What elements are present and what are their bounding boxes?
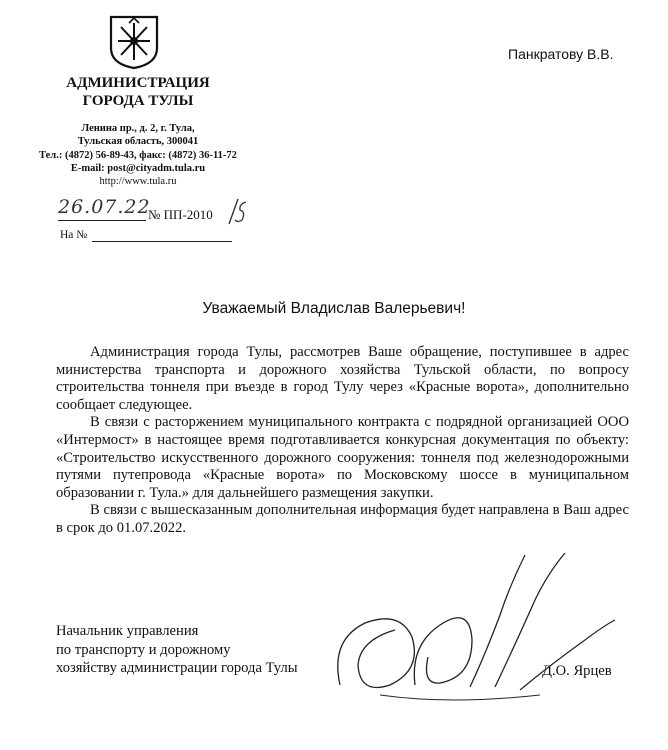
handwritten-number-suffix — [226, 196, 248, 226]
date-underline — [58, 220, 146, 221]
org-name-line2: ГОРОДА ТУЛЫ — [82, 93, 194, 109]
handwritten-date: 26.07.22 — [58, 196, 151, 218]
handwritten-signature — [320, 545, 620, 715]
letter-body — [56, 344, 629, 538]
signer-title — [56, 622, 298, 678]
salutation: Уважаемый Владислав Валерьевич! — [202, 300, 466, 317]
email-line: E-mail: post@cityadm.tula.ru — [70, 163, 206, 174]
body-paragraph: Администрация города Тулы, рассмотрев Ваше обращение, поступившее в адрес министерства транспорта и дорожного хозяйства Тульской области, по вопросу строительства тоннеля при въезде в город Тулу через «Красные ворота», дополнительно сообщает следующее. — [56, 344, 629, 413]
address-line2: Тульская область, 300041 — [77, 136, 199, 147]
body-paragraph: В связи с вышесказанным дополнительная информация будет направлена в Ваш адрес в срок до 01.07.2022. — [56, 502, 629, 536]
address-line1: Ленина пр., д. 2, г. Тула, — [81, 123, 195, 134]
reply-to-label: На № — [60, 229, 88, 241]
signer-title-line2: по транспорту и дорожному — [56, 641, 231, 658]
body-paragraph: В связи с расторжением муниципального контракта с подрядной организацией ООО «Интермост» в настоящее время подготавливается конкурсная документация по объекту: «Строительство искусственного дорожного сооружения: тоннеля под железнодорожными путями путепровода «Красные ворота» по Московскому шоссе в муниципальном образовании г. Тула.» для дальнейшего размещения закупки. — [56, 414, 629, 501]
signer-title-line3: хозяйству администрации города Тулы — [56, 660, 298, 676]
org-name-line1: АДМИНИСТРАЦИЯ — [66, 75, 210, 91]
recipient-name: Панкратову В.В. — [508, 46, 614, 62]
website-link[interactable]: http://www.tula.ru — [99, 176, 177, 187]
phone-line: Тел.: (4872) 56-89-43, факс: (4872) 36-11-72 — [39, 150, 237, 161]
signer-title-line1: Начальник управления — [56, 623, 199, 639]
reply-to-underline — [92, 241, 232, 242]
coat-of-arms-icon — [108, 14, 160, 70]
signer-name: Д.О. Ярцев — [542, 663, 612, 679]
outgoing-number: № ПП-2010 — [148, 207, 213, 222]
